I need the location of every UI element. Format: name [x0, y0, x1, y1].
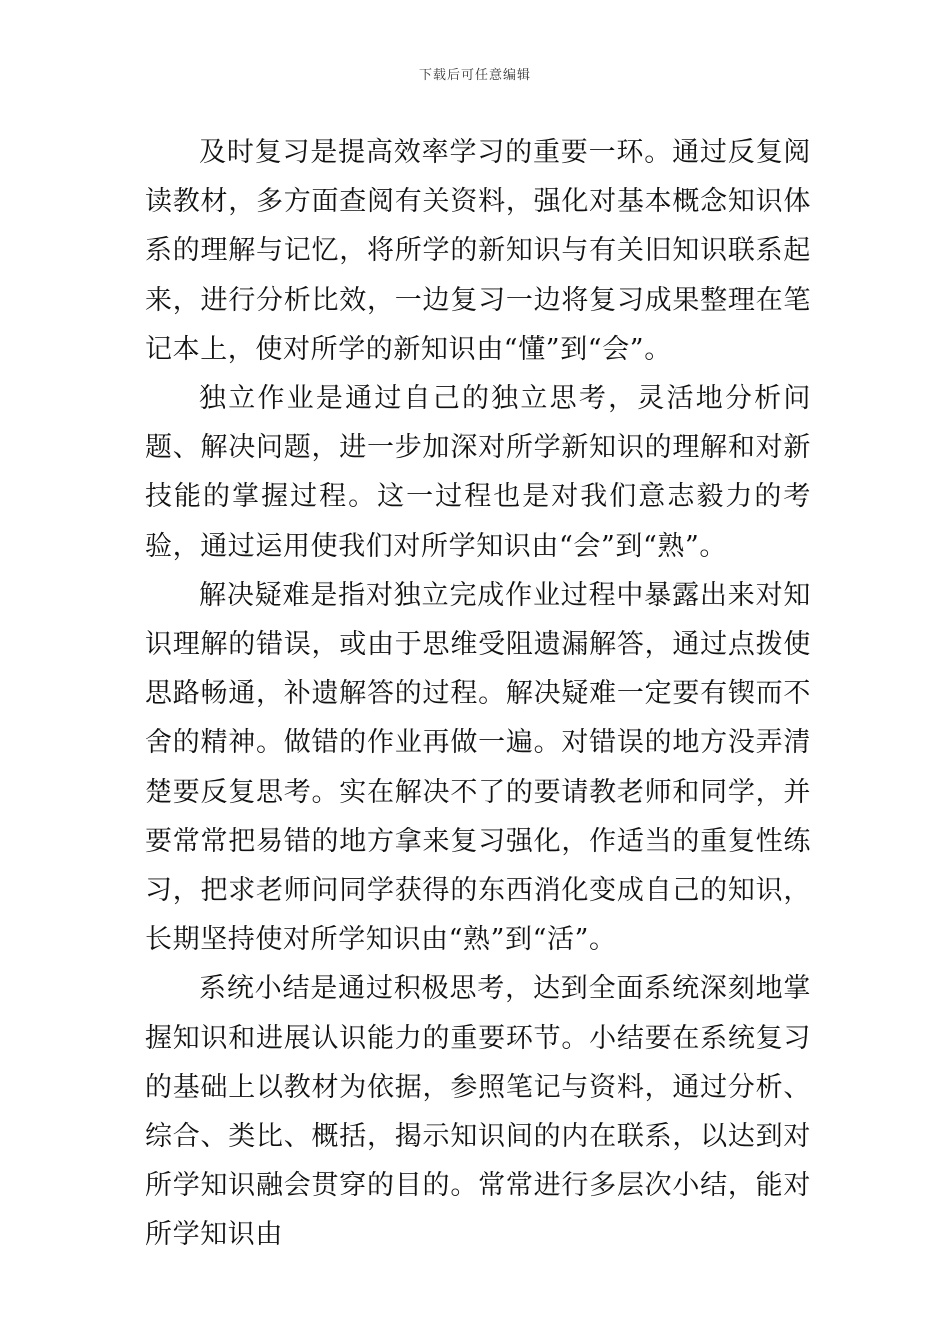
paragraph-solve-difficulties: 解决疑难是指对独立完成作业过程中暴露出来对知识理解的错误，或由于思维受阻遗漏解答，通过点拨使思路畅通，补遗解答的过程。解决疑难一定要有锲而不舍的精神。做错的作业再做一遍。对错误的地方没弄清楚要反复思考。实在解决不了的要请教老师和同学，并要常常把易错的地方拿来复习强化，作适当的重复性练习，把求老师问同学获得的东西消化变成自己的知识，长期坚持使对所学知识由“熟”到“活”。 — [145, 579, 811, 956]
paragraph-summary: 系统小结是通过积极思考，达到全面系统深刻地掌握知识和进展认识能力的重要环节。小结要在系统复习的基础上以教材为依据，参照笔记与资料，通过分析、综合、类比、概括，揭示知识间的内在联系，以达到对所学知识融会贯穿的目的。常常进行多层次小结，能对所学知识由 — [145, 973, 811, 1251]
document-body — [145, 128, 811, 1260]
paragraph-review: 及时复习是提高效率学习的重要一环。通过反复阅读教材，多方面查阅有关资料，强化对基本概念知识体系的理解与记忆，将所学的新知识与有关旧知识联系起来，进行分析比效，一边复习一边将复习成果整理在笔记本上，使对所学的新知识由“懂”到“会”。 — [145, 137, 811, 365]
paragraph-independent-work: 独立作业是通过自己的独立思考，灵活地分析问题、解决问题，进一步加深对所学新知识的理解和对新技能的掌握过程。这一过程也是对我们意志毅力的考验，通过运用使我们对所学知识由“会”到“熟”。 — [145, 383, 811, 562]
header-note: 下载后可任意编辑 — [418, 68, 531, 83]
